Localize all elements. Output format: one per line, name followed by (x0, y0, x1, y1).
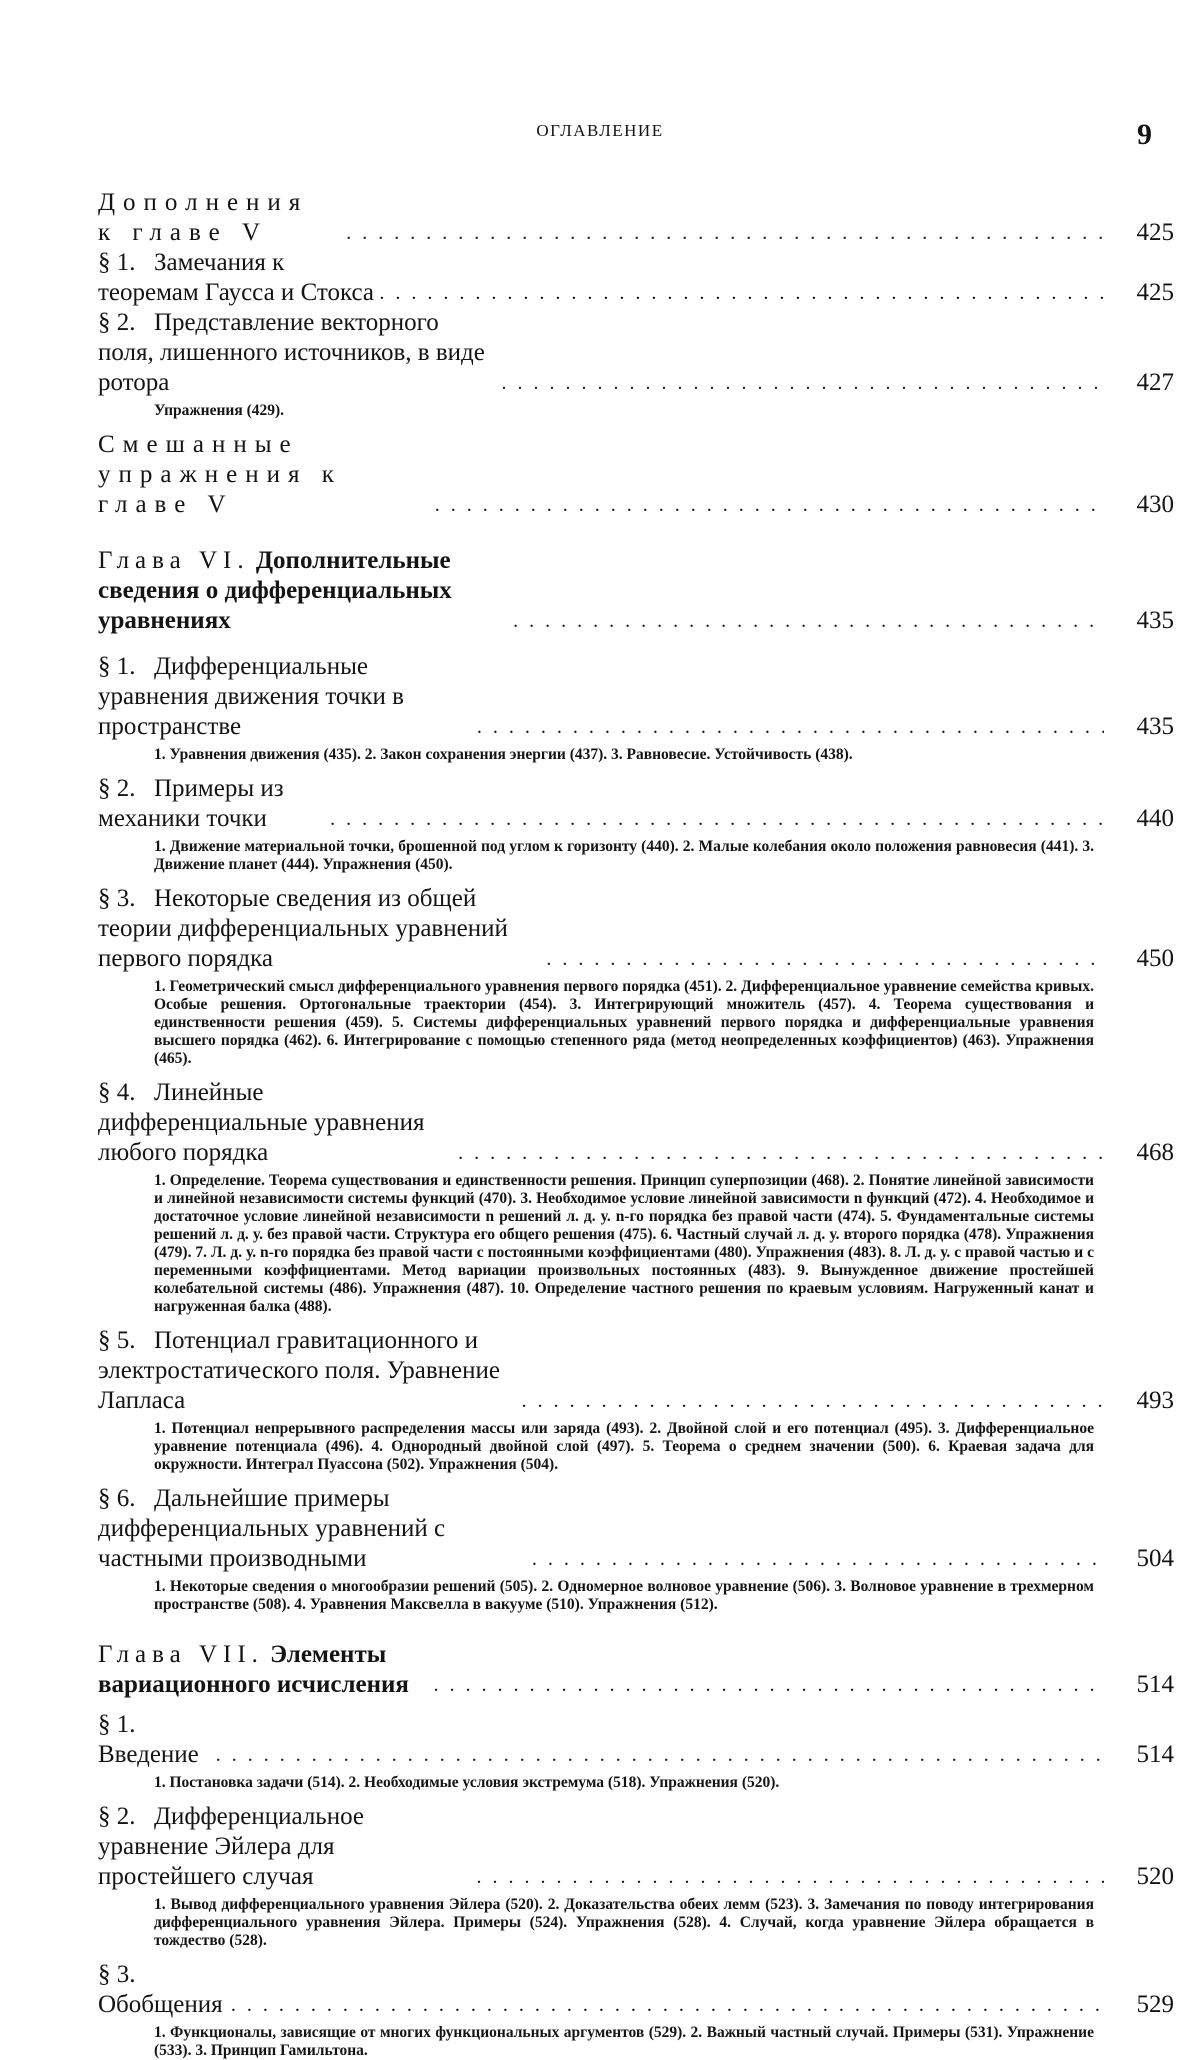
entry-title: Примеры из механики точки (98, 775, 284, 832)
chapter-title: Дополнительные сведения о дифференциальных уравнениях (98, 547, 452, 634)
toc-entry[interactable] (98, 1078, 1174, 1168)
section-number: § 5. (98, 1327, 136, 1354)
entry-page: 427 (1136, 369, 1174, 396)
entry-subtopics: 1. Вывод дифференциального уравнения Эйлера (520). 2. Доказательства обеих лемм (523). 3. Замечания по поводу интегрирования дифференциального уравнения Эйлера. Примеры (524). Упражнения (528). 4. Случай, когда уравнение Эйлера обращается в тождество (528). (154, 1896, 1094, 1949)
section-number: § 3. (98, 1961, 136, 1988)
entry-subtopics: 1. Потенциал непрерывного распределения массы или заряда (493). 2. Двойной слой и его потенциал (495). 3. Дифференциальное уравнение потенциала (496). 4. Однородный двойной слой (497). 5. Теорема о среднем значении (500). 6. Краевая задача для окружности. Интеграл Пуассона (502). Упражнения (504). (154, 1420, 1094, 1473)
chapter-label: Глава VII. (98, 1641, 264, 1668)
section-number: § 6. (98, 1485, 136, 1512)
entry-title: Дополнения к главе V (98, 189, 309, 246)
entry-subtopics: 1. Уравнения движения (435). 2. Закон сохранения энергии (437). 3. Равновесие. Устойчивость (438). (154, 746, 853, 763)
section-number: § 1. (98, 653, 136, 680)
running-header: ОГЛАВЛЕНИЕ (536, 121, 664, 140)
entry-page: 468 (1136, 1139, 1174, 1166)
entry-page: 529 (1136, 1991, 1174, 2018)
table-of-contents (98, 188, 1174, 2060)
toc-entry[interactable] (98, 774, 1174, 834)
entry-page: 425 (1136, 279, 1174, 306)
toc-entry[interactable] (98, 1960, 1174, 2020)
entry-title: Линейные дифференциальные уравнения любого порядка (98, 1079, 425, 1166)
section-number: § 4. (98, 1079, 136, 1106)
section-number: § 1. (98, 1711, 136, 1738)
entry-page: 450 (1136, 945, 1174, 972)
section-number: § 2. (98, 1803, 136, 1830)
entry-subtopics: 1. Геометрический смысл дифференциального уравнения первого порядка (451). 2. Дифференциальное уравнение семейства кривых. Особые решения. Ортогональные траектории (454). 3. Интегрирующий множитель (457). 4. Теорема существования и единственности решения (459). 5. Системы дифференциальных уравнений первого порядка и дифференциальные уравнения высшего порядка (462). 6. Интегрирование с помощью степенного ряда (метод неопределенных коэффициентов) (463). Упражнения (465). (154, 978, 1094, 1067)
chapter-label: Глава VI. (98, 547, 250, 574)
toc-entry-mixed-exercises[interactable] (98, 430, 1174, 520)
chapter-title: Элементы вариационного исчисления (98, 1641, 409, 1698)
toc-entry[interactable] (98, 652, 1174, 742)
page-number: 9 (1137, 118, 1152, 151)
entry-subtopics: 1. Постановка задачи (514). 2. Необходимые условия экстремума (518). Упражнения (520). (154, 1774, 780, 1791)
entry-page: 435 (1136, 607, 1174, 634)
entry-subtopics: 1. Функционалы, зависящие от многих функциональных аргументов (529). 2. Важный частный случай. Примеры (531). Упражнение (533). 3. Принцип Гамильтона. (154, 2024, 1094, 2059)
section-number: § 2. (98, 309, 136, 336)
entry-page: 435 (1136, 713, 1174, 740)
section-number: § 2. (98, 775, 136, 802)
toc-entry[interactable] (98, 1484, 1174, 1574)
entry-page: 425 (1136, 219, 1174, 246)
toc-entry[interactable] (98, 248, 1174, 308)
entry-page: 493 (1136, 1387, 1174, 1414)
entry-title: Введение (98, 1741, 199, 1768)
toc-chapter-6[interactable] (98, 546, 1174, 636)
toc-entry[interactable] (98, 1802, 1174, 1892)
entry-title: Представление векторного поля, лишенного источников, в виде ротора (98, 309, 485, 396)
entry-title: Потенциал гравитационного и электростатического поля. Уравнение Лапласа (98, 1327, 501, 1414)
entry-page: 504 (1136, 1545, 1174, 1572)
entry-page: 440 (1136, 805, 1174, 832)
toc-chapter-7[interactable] (98, 1640, 1174, 1700)
entry-subtopics: Упражнения (429). (154, 402, 285, 419)
section-number: § 1. (98, 249, 136, 276)
entry-title: Дифференциальные уравнения движения точки в пространстве (98, 653, 404, 740)
entry-page: 430 (1136, 491, 1174, 518)
toc-entry-supplements-ch5[interactable] (98, 188, 1174, 248)
toc-entry[interactable] (98, 1326, 1174, 1416)
section-number: § 3. (98, 885, 136, 912)
entry-page: 514 (1136, 1741, 1174, 1768)
entry-page: 514 (1136, 1671, 1174, 1698)
entry-title: Дифференциальное уравнение Эйлера для простейшего случая (98, 1803, 364, 1890)
toc-entry[interactable] (98, 884, 1174, 974)
entry-page: 520 (1136, 1863, 1174, 1890)
entry-title: Некоторые сведения из общей теории дифференциальных уравнений первого порядка (98, 885, 508, 972)
entry-subtopics: 1. Определение. Теорема существования и единственности решения. Принцип суперпозиции (468). 2. Понятие линейной зависимости и линейной независимости системы функций (470). 3. Необходимое условие линейной зависимости n функций (472). 4. Необходимое и достаточное условие линейной независимости n решений л. д. у. n-го порядка без правой части (474). 5. Фундаментальные системы решений л. д. у. без правой части. Структура его общего решения (475). 6. Частный случай л. д. у. второго порядка (478). Упражнения (479). 7. Л. д. у. n-го порядка без правой части с постоянными коэффициентами (480). Упражнения (483). 8. Л. д. у. с правой частью и с переменными коэффициентами. Метод вариации произвольных постоянных (483). 9. Вынужденное движение простейшей колебательной системы (486). Упражнения (487). 10. Определение частного решения по краевым условиям. Нагруженный канат и нагруженная балка (488). (154, 1172, 1094, 1315)
entry-title: Замечания к теоремам Гаусса и Стокса (98, 249, 375, 306)
entry-title: Дальнейшие примеры дифференциальных уравнений с частными производными (98, 1485, 446, 1572)
entry-title: Смешанные упражнения к главе V (98, 431, 342, 518)
toc-entry[interactable] (98, 1710, 1174, 1770)
entry-subtopics: 1. Движение материальной точки, брошенной под углом к горизонту (440). 2. Малые колебания около положения равновесия (441). 3. Движение планет (444). Упражнения (450). (154, 838, 1094, 873)
toc-entry[interactable] (98, 308, 1174, 398)
entry-subtopics: 1. Некоторые сведения о многообразии решений (505). 2. Одномерное волновое уравнение (506). 3. Волновое уравнение в трехмерном пространстве (508). 4. Уравнения Максвелла в вакууме (510). Упражнения (512). (154, 1578, 1094, 1613)
entry-title: Обобщения (98, 1991, 223, 2018)
